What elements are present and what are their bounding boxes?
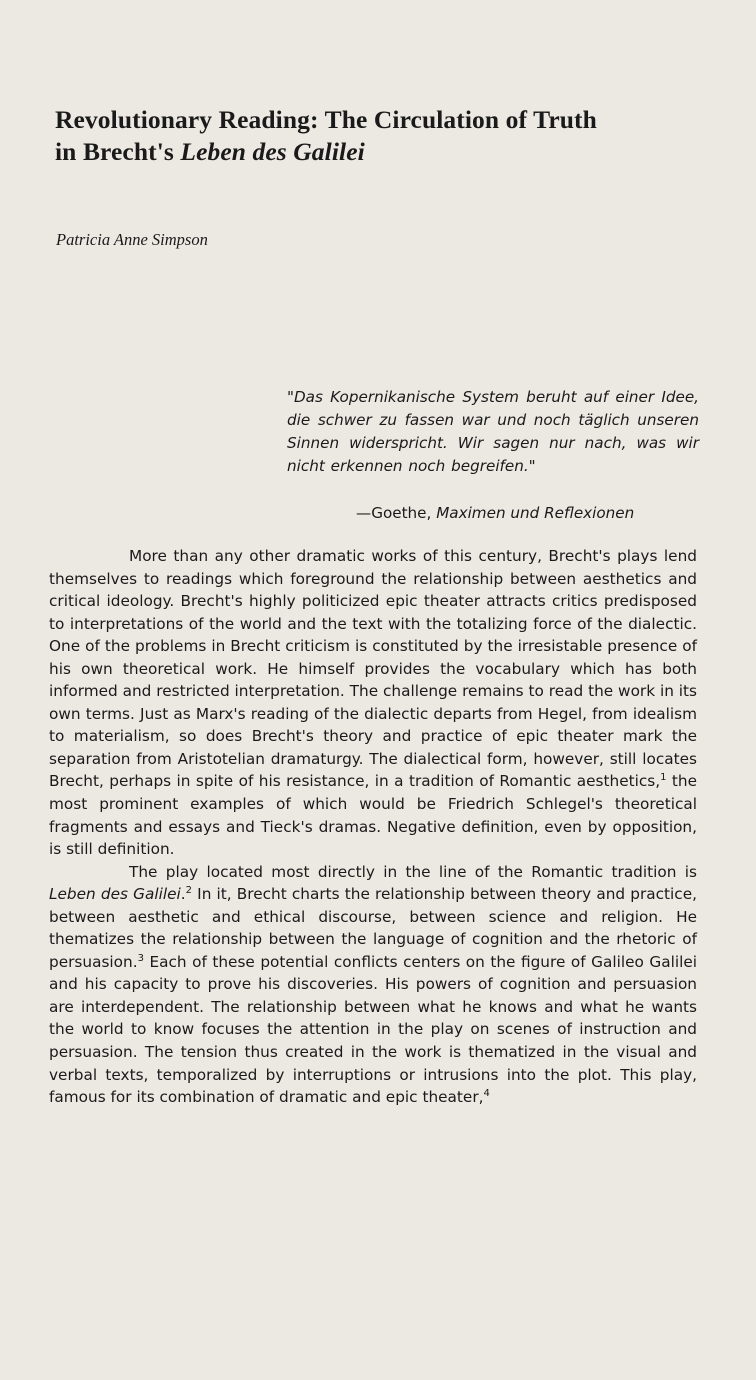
paragraph-2-text-b: In it, Brecht charts the relationship between theory and practice, between aesthetic and ethical discourse, between science and religion. He thematizes the relationship between the language of cognition and the rhetoric of persuasion.	[49, 885, 697, 971]
article-body	[49, 545, 697, 1109]
paragraph-1	[49, 545, 697, 861]
footnote-ref-2: 2	[185, 885, 193, 897]
article-title	[55, 104, 715, 168]
paragraph-2-text-c: Each of these potential conflicts centers on the figure of Galileo Galilei and his capacity to prove his discoveries. His powers of cognition and persuasion are interdependent. The relationship between what he knows and what he wants the world to know focuses the attention in the play on scenes of instruction and persuasion. The tension thus created in the work is thematized in the visual and verbal texts, temporalized by interruptions or intrusions into the plot. This play, famous for its combination of dramatic and epic theater,	[49, 952, 697, 1107]
paragraph-2	[49, 861, 697, 1109]
attribution-work: Maximen und Reflexionen	[436, 504, 635, 522]
epigraph-attribution	[356, 502, 696, 525]
footnote-ref-4: 4	[483, 1088, 490, 1100]
title-line-1: Revolutionary Reading: The Circulation of Truth	[55, 105, 597, 134]
paragraph-2-period: .	[180, 885, 186, 904]
paragraph-2-play-name: Leben des Galilei	[49, 885, 181, 904]
title-line-2-prefix: in Brecht's	[55, 137, 181, 166]
paragraph-1-text-b: the most prominent examples of which would be Friedrich Schlegel's theoretical fragments and essays and Tieck's dramas. Negative definition, even by opposition, is still definition.	[49, 772, 697, 859]
attribution-author: —Goethe,	[356, 504, 437, 522]
title-play-name: Leben des Galilei	[180, 137, 365, 166]
epigraph-quote: "Das Kopernikanische System beruht auf einer Idee, die schwer zu fassen war und noch täglich unseren Sinnen widerspricht. Wir sagen nur nach, was wir nicht erkennen noch begreifen."	[287, 388, 699, 475]
footnote-ref-3: 3	[137, 952, 144, 964]
footnote-ref-1: 1	[660, 772, 667, 784]
paragraph-2-text-a: The play located most directly in the line of the Romantic tradition is	[129, 862, 697, 881]
author-name: Patricia Anne Simpson	[56, 230, 208, 249]
paragraph-1-text-a: More than any other dramatic works of this century, Brecht's plays lend themselves to readings which foreground the relationship between aesthetics and critical ideology. Brecht's highly politicized epic theater attracts critics predisposed to interpretations of the world and the text with the totalizing force of the dialectic. One of the problems in Brecht criticism is constituted by the irresistable presence of his own theoretical work. He himself provides the vocabulary which has both informed and restricted interpretation. The challenge remains to read the work in its own terms. Just as Marx's reading of the dialectic departs from Hegel, from idealism to materialism, so does Brecht's theory and practice of epic theater mark the separation from Aristotelian dramaturgy. The dialectical form, however, still locates Brecht, perhaps in spite of his resistance, in a tradition of Romantic aesthetics,	[49, 547, 697, 791]
